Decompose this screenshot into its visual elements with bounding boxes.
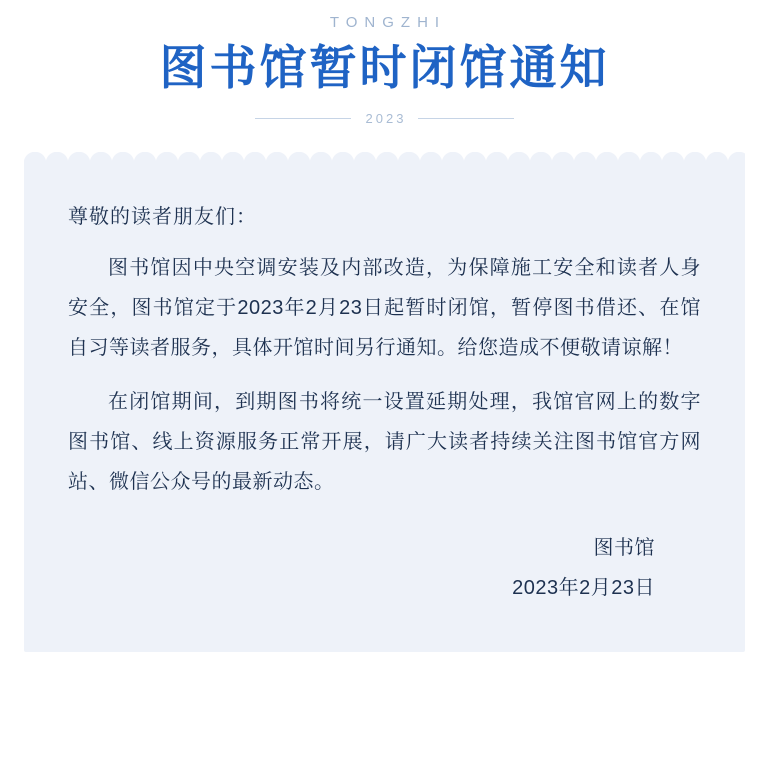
notice-body [68,198,701,632]
signature-block [68,528,701,608]
divider-line-right [418,118,514,119]
notice-paragraph-1: 图书馆因中央空调安装及内部改造，为保障施工安全和读者人身安全，图书馆定于2023年2月23日起暂时闭馆，暂停图书借还、在馆自习等读者服务，具体开馆时间另行通知。给您造成不便敬请谅解！ [68,257,701,360]
salutation-text: 尊敬的读者朋友们： [68,206,257,229]
year-divider [0,111,769,126]
signer-name: 图书馆 [593,537,655,560]
page-title: 图书馆暂时闭馆通知 [159,41,610,94]
notice-card-wrap [24,152,745,652]
divider-line-left [255,118,351,119]
signature-date: 2023年2月23日 [512,577,655,600]
year-label: 2023 [365,111,407,127]
notice-paragraph-2: 在闭馆期间，到期图书将统一设置延期处理，我馆官网上的数字图书馆、线上资源服务正常开展，请广大读者持续关注图书馆官方网站、微信公众号的最新动态。 [68,391,701,494]
scalloped-edge-decoration [24,152,745,174]
kicker-text: TONGZHI [329,14,447,31]
poster-header [0,0,769,126]
